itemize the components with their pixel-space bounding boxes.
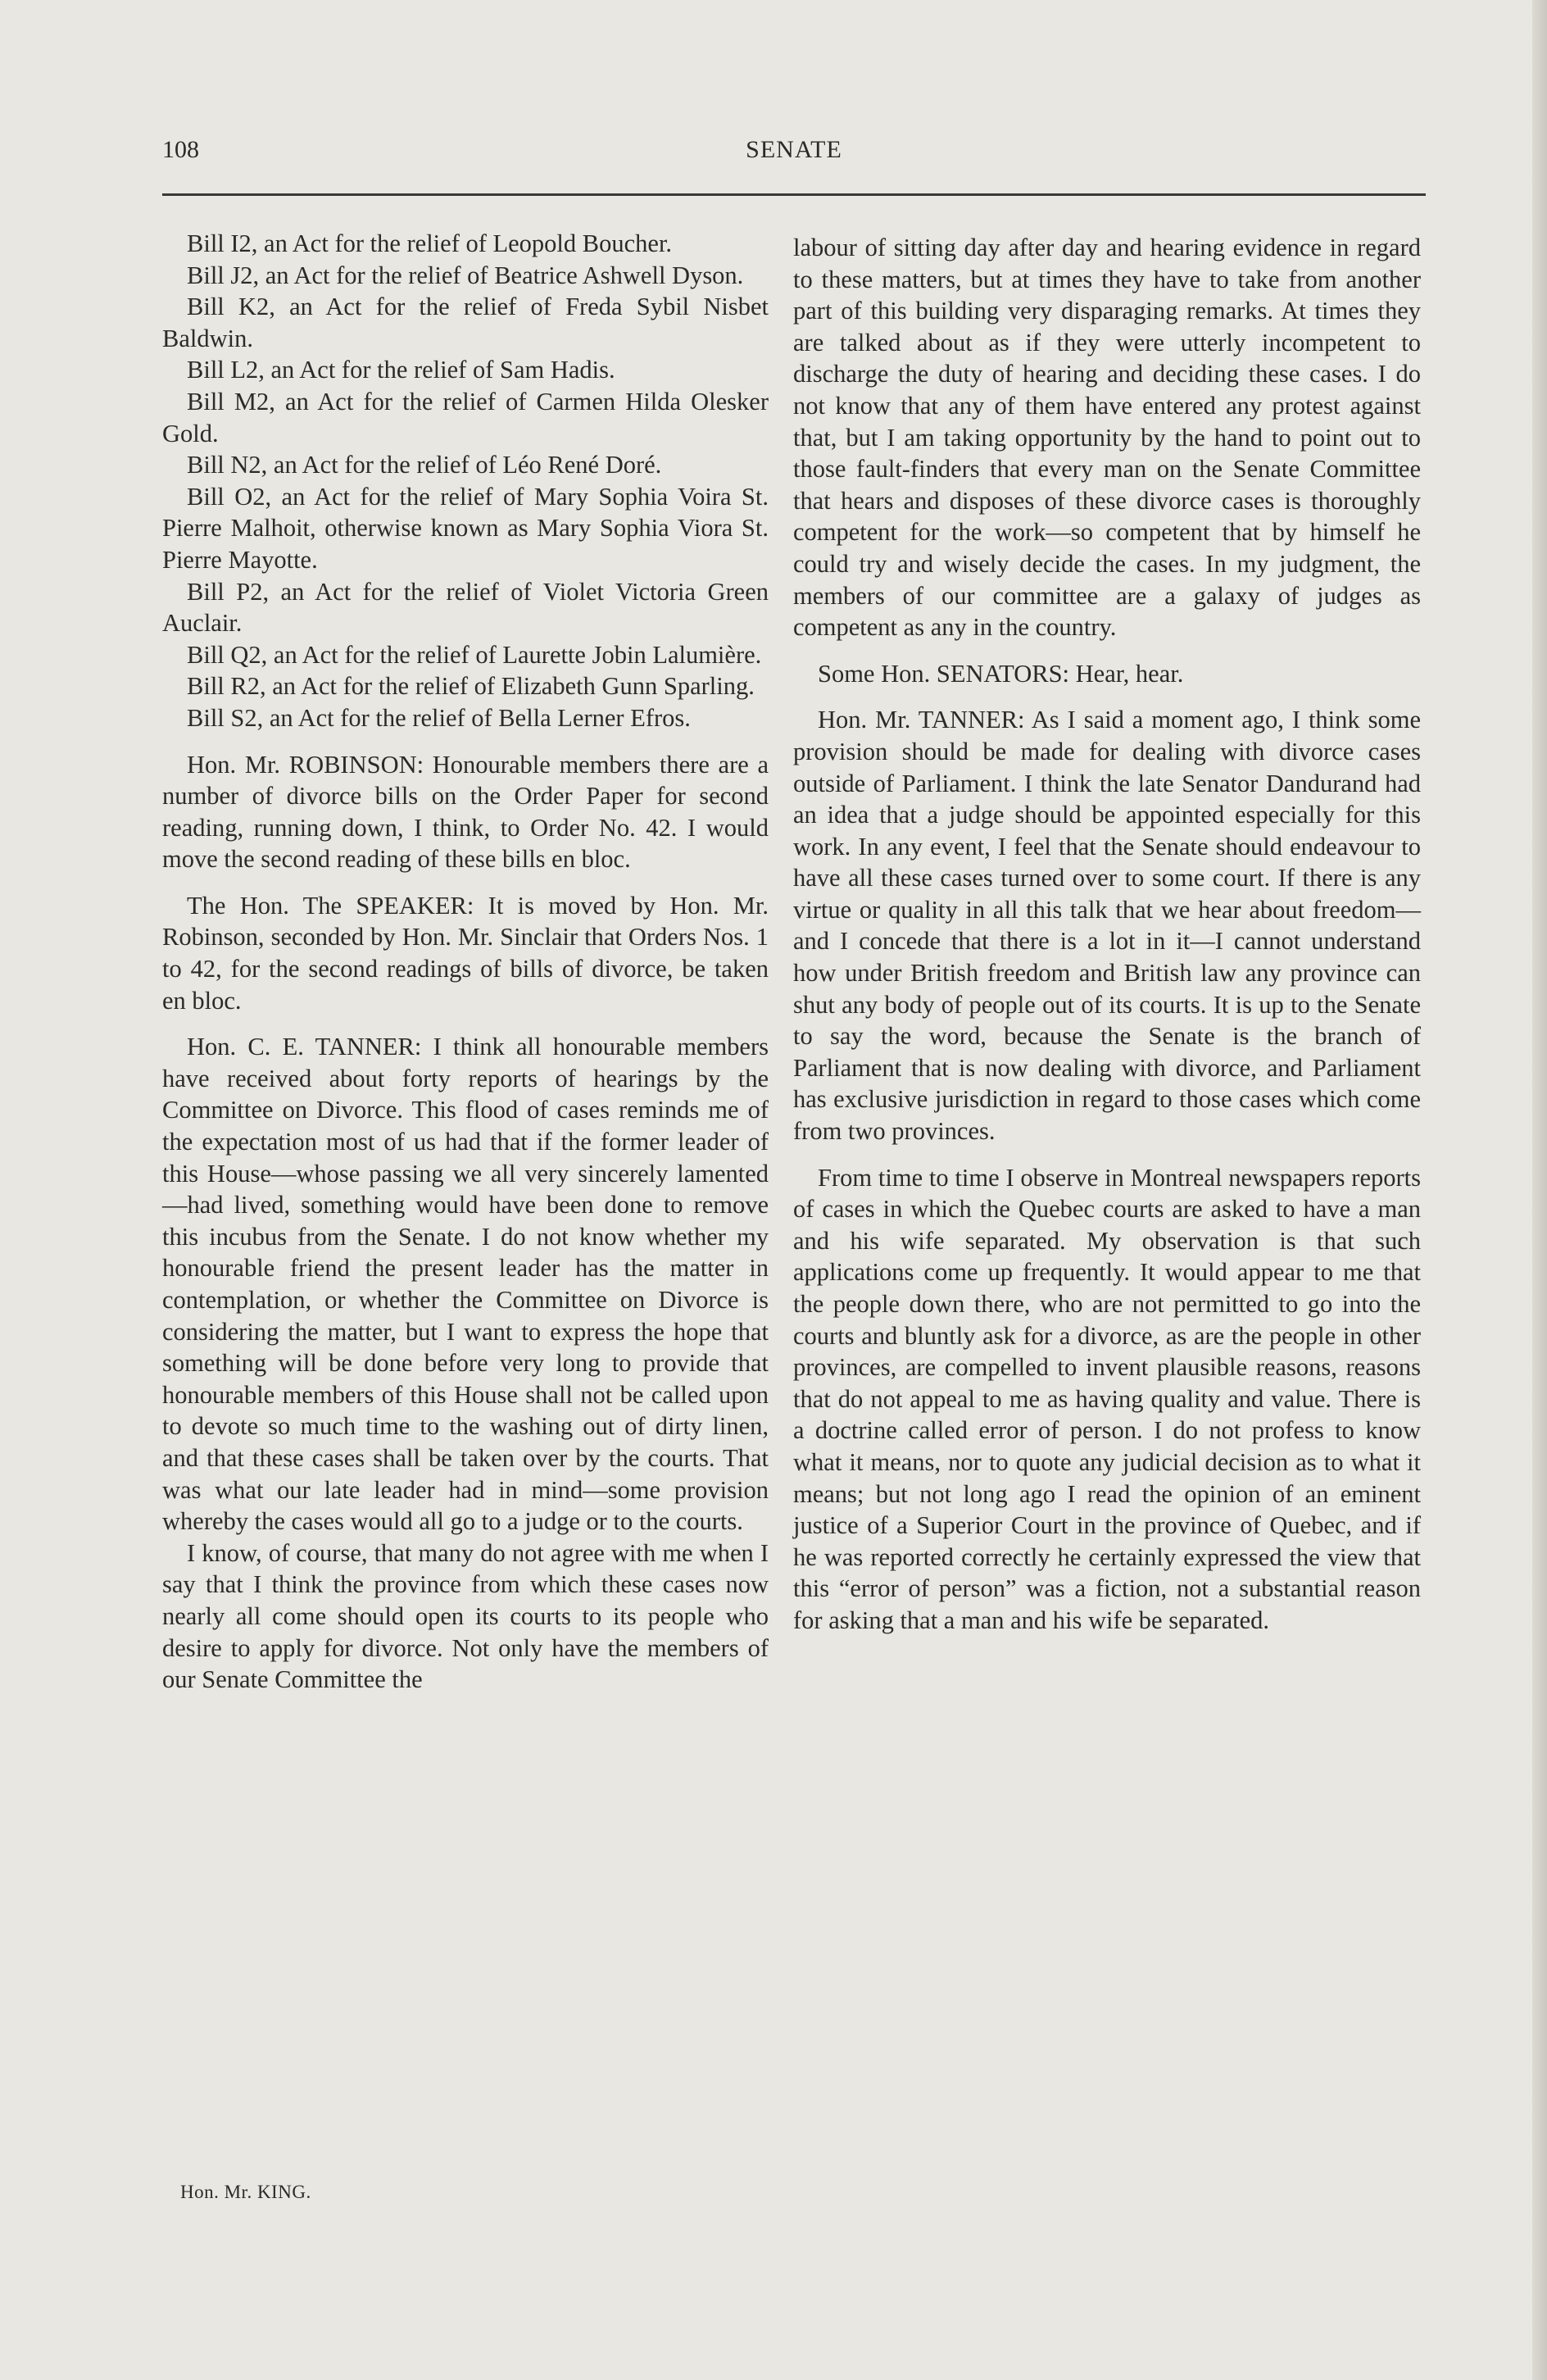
bill-entry: Bill P2, an Act for the relief of Violet Victoria Green Auclair. [162,577,769,638]
speech-paragraph: I know, of course, that many do not agree with me when I say that I think the province from which these cases now nearly all come should open its courts to its people who desire to apply for divorce. Not only have the members of our Senate Committee the [162,1538,769,1694]
bill-entry: Bill J2, an Act for the relief of Beatrice Ashwell Dyson. [187,261,744,289]
running-title: SENATE [746,136,842,163]
page-header [162,131,1426,172]
bill-entry: Bill L2, an Act for the relief of Sam Hadis. [187,356,615,384]
page-number: 108 [162,136,199,163]
bill-entry: Bill M2, an Act for the relief of Carmen Hilda Olesker Gold. [162,387,769,447]
speech-paragraph: Hon. C. E. TANNER: I think all honourable members have received about forty reports of hearings by the Committee on Divorce. This flood of cases reminds me of the expectation most of us had that if the former leader of this House—whose passing we all very sincerely lamented—had lived, something would have been done to remove this incubus from the Senate. I do not know whether my honourable friend the present leader has the matter in contemplation, or whether the Committee on Divorce is considering the matter, but I want to express the hope that something will be done before very long to provide that honourable members of this House shall not be called upon to devote so much time to the washing out of dirty linen, and that these cases shall be taken over by the courts. That was what our late leader had in mind—some provision whereby the cases would all go to a judge or to the courts. [162,1033,769,1536]
page-edge-shadow [1532,0,1547,2380]
footer-speaker-note: Hon. Mr. KING. [180,2182,311,2202]
right-column [793,232,1421,1637]
bill-entry: Bill O2, an Act for the relief of Mary Sophia Voira St. Pierre Malhoit, otherwise known as Mary Sophia Viora St. Pierre Mayotte. [162,482,769,574]
bill-entry: Bill I2, an Act for the relief of Leopold Boucher. [187,229,673,257]
header-rule [162,193,1426,196]
bill-entry: Bill R2, an Act for the relief of Elizabeth Gunn Sparling. [187,672,755,701]
speech-paragraph: Hon. Mr. ROBINSON: Honourable members there are a number of divorce bills on the Order Paper for second reading, running down, I think, to Order No. 42. I would move the second reading of these bills en bloc. [162,750,769,874]
bill-entry: Bill Q2, an Act for the relief of Laurette Jobin Lalumière. [187,640,762,669]
speech-paragraph: Some Hon. SENATORS: Hear, hear. [818,659,1184,688]
left-column [162,228,769,1696]
speech-paragraph: Hon. Mr. TANNER: As I said a moment ago, I think some provision should be made for dealing with divorce cases outside of Parliament. I think the late Senator Dandurand had an idea that a judge should be appointed especially for this work. In any event, I feel that the Senate should endeavour to have all these cases turned over to some court. If there is any virtue or quality in all this talk that we hear about freedom—and I concede that there is a lot in it—I cannot understand how under British freedom and British law any province can shut any body of people out of its courts. It is up to the Senate to say the word, because the Senate is the branch of Parliament that is now dealing with divorce, and Parliament has exclusive jurisdiction in regard to those cases which come from two provinces. [793,706,1421,1146]
bill-entry: Bill N2, an Act for the relief of Léo René Doré. [187,451,662,479]
bill-entry: Bill S2, an Act for the relief of Bella Lerner Efros. [187,703,691,732]
speech-paragraph: From time to time I observe in Montreal newspapers reports of cases in which the Quebec courts are asked to have a man and his wife separated. My observation is that such applications come up frequently. It would appear to me that the people down there, who are not permitted to go into the courts and bluntly ask for a divorce, as are the people in other provinces, are compelled to invent plausible reasons, reasons that do not appeal to me as having quality and value. There is a doctrine called error of person. I do not profess to know what it means, nor to quote any judicial decision as to what it means; but not long ago I read the opinion of an eminent justice of a Superior Court in the province of Quebec, and if he was reported correctly he certainly expressed the view that this “error of person” was a fiction, not a substantial reason for asking that a man and his wife be separated. [793,1163,1421,1634]
speech-paragraph: labour of sitting day after day and hearing evidence in regard to these matters, but at times they have to take from another part of this building very disparaging remarks. At times they are talked about as if they were utterly incompetent to discharge the duty of hearing and deciding these cases. I do not know that any of them have entered any protest against that, but I am taking opportunity by the hand to point out to those fault-finders that every man on the Senate Committee that hears and disposes of these divorce cases is thoroughly competent for the work—so competent that by himself he could try and wisely decide the cases. In my judgment, the members of our committee are a galaxy of judges as competent as any in the country. [793,234,1421,642]
speech-paragraph: The Hon. The SPEAKER: It is moved by Hon. Mr. Robinson, seconded by Hon. Mr. Sinclair that Orders Nos. 1 to 42, for the second readings of bills of divorce, be taken en bloc. [162,891,769,1015]
bill-entry: Bill K2, an Act for the relief of Freda Sybil Nisbet Baldwin. [162,293,769,352]
